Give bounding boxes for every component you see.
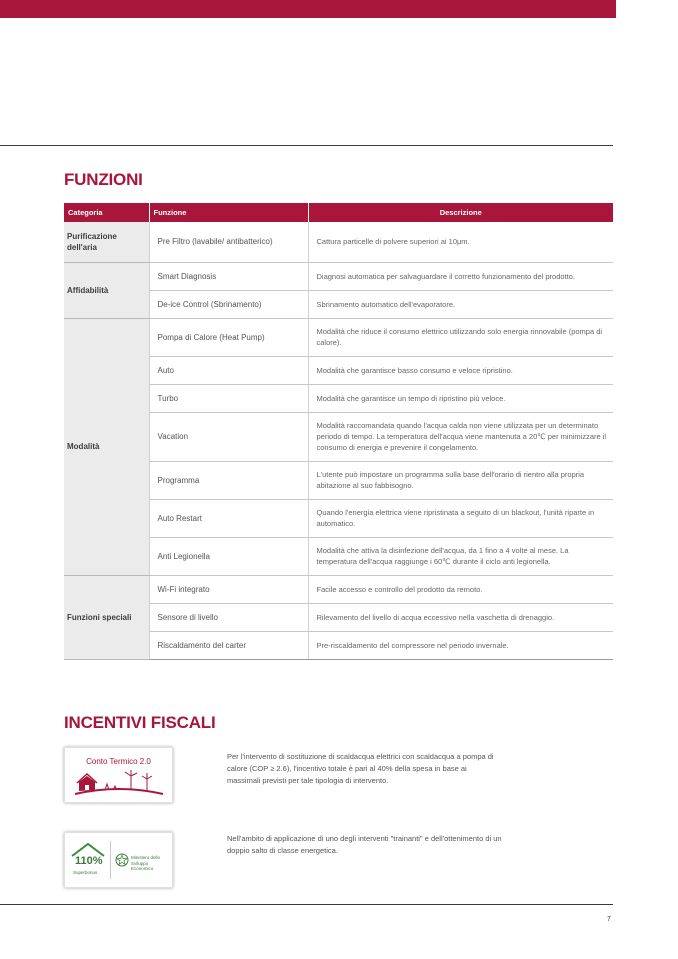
- function-cell: Sensore di livello: [149, 603, 308, 631]
- top-brand-bar: [0, 0, 616, 18]
- header-descrizione: Descrizione: [308, 203, 613, 222]
- function-cell: Vacation: [149, 412, 308, 461]
- superbonus-text: Nell'ambito di applicazione di uno degli interventi "trainanti" e dell'ottenimento di un doppio salto di classe energetica.: [227, 834, 502, 855]
- italian-emblem-icon: [115, 853, 129, 867]
- description-cell: Modalità che garantisce basso consumo e veloce ripristino.: [308, 356, 613, 384]
- function-cell: Programma: [149, 461, 308, 499]
- description-cell: Cattura particelle di polvere superiori ai 10μm.: [308, 222, 613, 262]
- function-cell: Pre Filtro (lavabile/ antibatterico): [149, 222, 308, 262]
- functions-table: [64, 203, 613, 660]
- conto-termico-text: Per l'intervento di sostituzione di scaldacqua elettrici con scaldacqua a pompa di calore (COP ≥ 2.6), l'incentivo totale è pari al 40% della spesa in base ai massimali previsti per tale tipologia di intervento.: [227, 752, 494, 785]
- description-cell: Sbrinamento automatico dell'evaporatore.: [308, 290, 613, 318]
- function-cell: Wi-Fi integrato: [149, 575, 308, 603]
- function-cell: Pompa di Calore (Heat Pump): [149, 318, 308, 356]
- description-cell: Pre-riscaldamento del compressore nel periodo invernale.: [308, 631, 613, 659]
- logo-divider: [110, 841, 111, 879]
- superbonus-percent: 110%: [75, 855, 103, 867]
- table-row: [64, 575, 613, 603]
- section-title-incentivi: INCENTIVI FISCALI: [64, 713, 216, 732]
- divider-top: [0, 145, 613, 146]
- conto-termico-title: Conto Termico 2.0: [86, 757, 151, 766]
- function-cell: Auto Restart: [149, 499, 308, 537]
- table-row: [64, 262, 613, 290]
- superbonus-label: Superbonus: [73, 870, 98, 875]
- function-cell: Anti Legionella: [149, 537, 308, 575]
- header-funzione: Funzione: [149, 203, 308, 222]
- page-number: 7: [607, 916, 611, 923]
- house-wind-turbines-icon: [73, 770, 165, 796]
- function-cell: Riscaldamento del carter: [149, 631, 308, 659]
- function-cell: Smart Diagnosis: [149, 262, 308, 290]
- description-cell: Quando l'energia elettrica viene ripristinata a seguito di un blackout, l'unità riparte in automatico.: [308, 499, 613, 537]
- description-cell: Modalità raccomandata quando l'acqua calda non viene utilizzata per un determinato periodo di tempo. La temperatura dell'acqua viene mantenuta a 20℃ per minimizzare il consumo di energia e prevenire il congelamento.: [308, 412, 613, 461]
- table-row: [64, 318, 613, 356]
- table-header-row: [64, 203, 613, 222]
- description-cell: Rilevamento del livello di acqua eccessivo nella vaschetta di drenaggio.: [308, 603, 613, 631]
- superbonus-logo: [64, 832, 173, 888]
- divider-bottom: [0, 904, 613, 905]
- category-cell: Purificazione dell'aria: [64, 222, 149, 262]
- description-cell: L'utente può impostare un programma sulla base dell'orario di rientro alla propria abitazione al suo fabbisogno.: [308, 461, 613, 499]
- category-cell: Affidabilità: [64, 262, 149, 318]
- description-cell: Modalità che attiva la disinfezione dell'acqua, da 1 fino a 4 volte al mese. La temperatura dell'acqua raggiunge i 60℃ durante il ciclo anti legionella.: [308, 537, 613, 575]
- category-cell: Modalità: [64, 318, 149, 575]
- function-cell: Turbo: [149, 384, 308, 412]
- description-cell: Modalità che garantisce un tempo di ripristino più veloce.: [308, 384, 613, 412]
- description-cell: Modalità che riduce il consumo elettrico utilizzando solo energia rinnovabile (pompa di calore).: [308, 318, 613, 356]
- ministry-label: Ministero dello Sviluppo Economico: [131, 855, 161, 871]
- table-row: [64, 222, 613, 262]
- description-cell: Diagnosi automatica per salvaguardare il corretto funzionamento del prodotto.: [308, 262, 613, 290]
- section-title-funzioni: FUNZIONI: [64, 170, 143, 189]
- category-cell: Funzioni speciali: [64, 575, 149, 659]
- function-cell: De-ice Control (Sbrinamento): [149, 290, 308, 318]
- header-categoria: Categoria: [64, 203, 149, 222]
- description-cell: Facile accesso e controllo del prodotto da remoto.: [308, 575, 613, 603]
- conto-termico-logo: [64, 747, 173, 803]
- function-cell: Auto: [149, 356, 308, 384]
